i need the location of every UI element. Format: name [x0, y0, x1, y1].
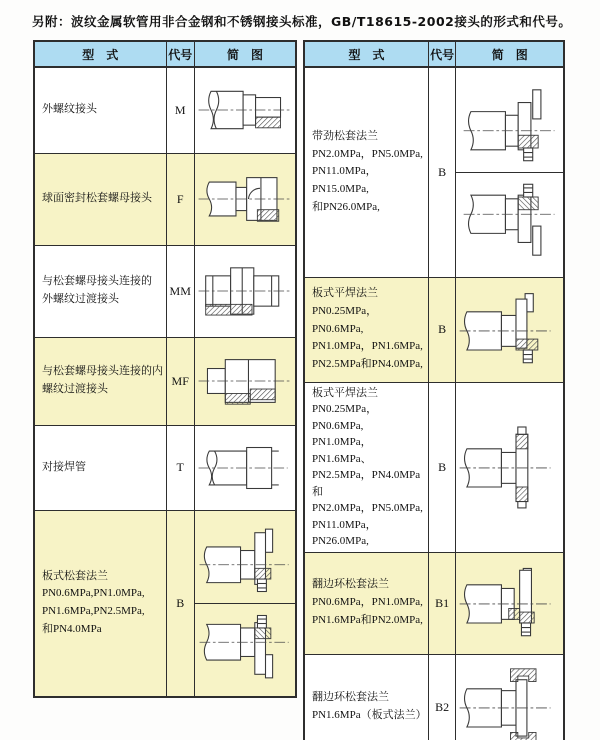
type-line: 和PN4.0MPa: [42, 623, 102, 636]
figure-sub-cell: [456, 84, 563, 173]
table-row: [34, 67, 296, 153]
type-line: PN1.0MPa，PN1.6MPa,: [312, 340, 423, 353]
figure-cell: [456, 67, 564, 277]
type-line: PN2.0MPa，PN5.0MPa,: [312, 502, 423, 514]
table-row: [304, 67, 564, 277]
type-line: PN0.25MPa，PN0.6MPa,: [312, 403, 378, 432]
type-cell: [304, 67, 428, 277]
type-line: 板式松套法兰: [42, 569, 108, 582]
type-line: 外螺纹接头: [42, 103, 97, 116]
diagram-plate-loose-flange-bolt-up: [196, 523, 294, 603]
figure-cell: [194, 245, 296, 337]
type-line: PN1.0MPa，PN1.6MPa、: [312, 436, 372, 465]
figure-cell: [456, 654, 564, 740]
diagram-necked-loose-flange-bolt-down: [460, 173, 560, 261]
type-line: 球面密封松套螺母接头: [42, 192, 152, 205]
diagram-plate-weld-flange: [456, 287, 556, 373]
type-cell: [34, 510, 166, 697]
type-line: PN2.5MPa，PN4.0MPa和: [312, 469, 421, 498]
figure-cell: [456, 382, 564, 552]
type-line: PN2.5MPa和PN4.0MPa,: [312, 358, 423, 371]
header-type: 型 式: [34, 41, 166, 67]
header-row: [34, 41, 296, 67]
type-line: 与松套螺母接头连接的内: [42, 365, 163, 378]
type-cell: [34, 67, 166, 153]
diagram-plate-weld-flange-symmetric: [456, 424, 556, 510]
type-line: PN0.25MPa，PN0.6MPa,: [312, 304, 378, 335]
type-line: 翻边环松套法兰: [312, 691, 389, 704]
diagram-external-thread-fitting: [195, 77, 293, 143]
table-row: [34, 337, 296, 425]
diagram-female-thread-transition-fitting: [195, 346, 293, 416]
table-row: [34, 245, 296, 337]
code-cell: MM: [166, 245, 194, 337]
table-row: [304, 654, 564, 740]
type-cell: [304, 382, 428, 552]
type-cell: [34, 245, 166, 337]
figure-cell: [194, 425, 296, 510]
header-figure: 简 图: [194, 41, 296, 67]
diagram-flanged-ring-loose-flange: [456, 560, 556, 646]
type-line: PN11.0MPa，PN15.0MPa,: [312, 165, 377, 196]
table-row: [304, 277, 564, 382]
code-cell: B: [428, 382, 456, 552]
header-type: 型 式: [304, 41, 428, 67]
figure-cell: [194, 510, 296, 697]
table-row: [34, 153, 296, 245]
type-line: 板式平焊法兰: [312, 386, 378, 399]
figure-sub-cell: [195, 523, 295, 604]
header-figure: 简 图: [456, 41, 564, 67]
type-line: 板式平焊法兰: [312, 286, 378, 299]
fitting-table-left: [33, 40, 297, 698]
type-line: PN1.6MPa,PN2.5MPa,: [42, 605, 145, 618]
type-line: 螺纹过渡接头: [42, 383, 108, 395]
type-line: 与松套螺母接头连接的: [42, 275, 152, 288]
page-title: 另附：波纹金属软管用非合金钢和不锈钢接头标准，GB/T18615-2002接头的形式和代号。: [32, 14, 572, 29]
type-line: PN11.0MPa，PN26.0MPa,: [312, 518, 377, 547]
type-line: 翻边环松套法兰: [312, 578, 389, 591]
diagram-spherical-seal-loose-nut-fitting: [195, 164, 293, 234]
code-cell: M: [166, 67, 194, 153]
header-row: [304, 41, 564, 67]
type-cell: [304, 277, 428, 382]
type-line: PN0.6MPa，PN1.0MPa,: [312, 596, 423, 609]
type-line: 对接焊管: [42, 460, 86, 473]
code-cell: MF: [166, 337, 194, 425]
type-cell: [34, 337, 166, 425]
type-line: 外螺纹过渡接头: [42, 293, 119, 305]
type-line: PN0.6MPa,PN1.0MPa,: [42, 587, 145, 600]
figure-cell: [456, 277, 564, 382]
figure-sub-cell: [456, 173, 563, 261]
code-cell: F: [166, 153, 194, 245]
diagram-flanged-ring-plate-flange: [456, 663, 556, 740]
diagram-plate-loose-flange-bolt-down: [196, 604, 294, 684]
code-cell: B: [428, 277, 456, 382]
type-cell: [304, 552, 428, 654]
figure-sub-cell: [195, 604, 295, 684]
code-cell: B1: [428, 552, 456, 654]
type-cell: [34, 425, 166, 510]
type-cell: [304, 654, 428, 740]
table-row: [304, 382, 564, 552]
figure-cell: [194, 67, 296, 153]
header-code: 代号: [428, 41, 456, 67]
type-line: PN2.0MPa，PN5.0MPa,: [312, 147, 423, 160]
diagram-male-thread-transition-nipple: [195, 256, 293, 326]
type-line: 和PN26.0MPa,: [312, 200, 380, 213]
code-cell: T: [166, 425, 194, 510]
table-row: [34, 510, 296, 697]
diagram-butt-weld-pipe: [195, 436, 293, 500]
type-line: 带劲松套法兰: [312, 129, 378, 142]
header-code: 代号: [166, 41, 194, 67]
figure-cell: [194, 153, 296, 245]
diagram-necked-loose-flange-bolt-up: [460, 84, 560, 172]
type-line: PN1.6MPa和PN2.0MPa,: [312, 613, 423, 626]
figure-cell: [456, 552, 564, 654]
code-cell: B: [166, 510, 194, 697]
fitting-table-right: [303, 40, 565, 740]
code-cell: B: [428, 67, 456, 277]
table-row: [34, 425, 296, 510]
type-line: PN1.6MPa（板式法兰）: [312, 709, 427, 722]
table-row: [304, 552, 564, 654]
figure-cell: [194, 337, 296, 425]
code-cell: B2: [428, 654, 456, 740]
type-cell: [34, 153, 166, 245]
